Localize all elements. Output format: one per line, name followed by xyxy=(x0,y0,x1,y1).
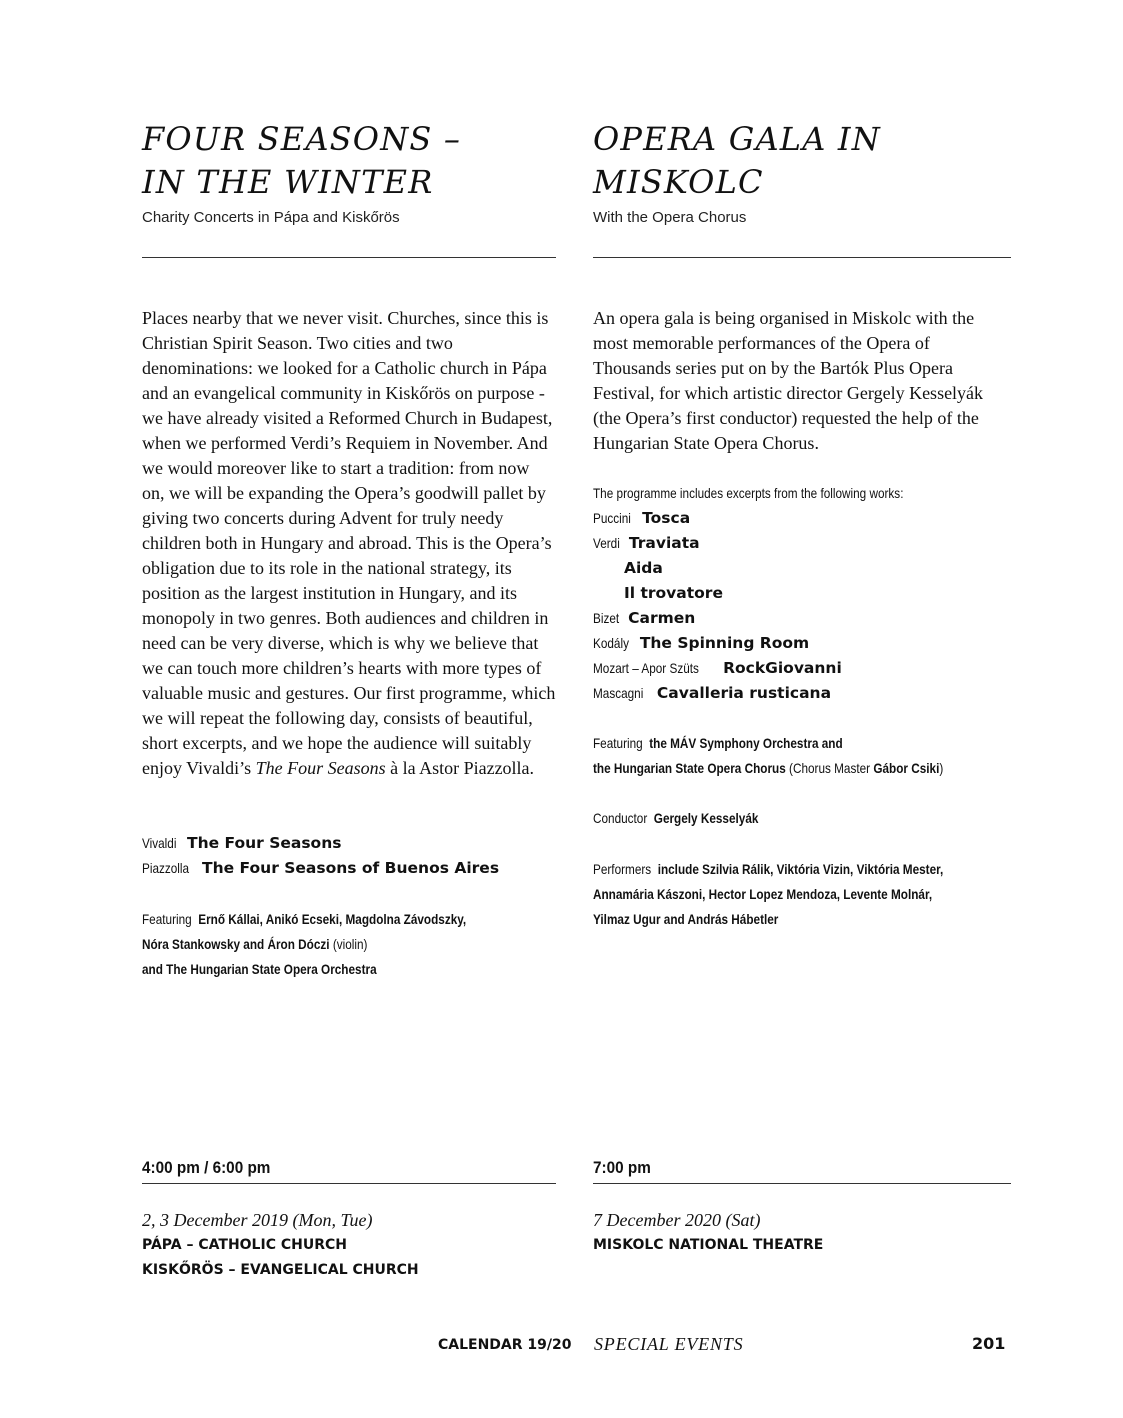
page-number: 201 xyxy=(972,1334,1006,1353)
list-item: Bizet Carmen xyxy=(593,609,696,627)
right-event-venue xyxy=(593,1233,1011,1258)
left-event-venue xyxy=(142,1233,556,1283)
right-event-title xyxy=(593,118,1011,204)
right-event-subtitle: With the Opera Chorus xyxy=(593,209,747,226)
left-event-description xyxy=(142,306,556,781)
left-title-line-1: FOUR SEASONS – xyxy=(142,120,462,158)
list-item: Mascagni Cavalleria rusticana xyxy=(593,684,832,702)
right-programme xyxy=(593,481,1011,706)
right-venue-line-1: MISKOLC NATIONAL THEATRE xyxy=(593,1237,824,1253)
left-description-part-1: Places nearby that we never visit. Churches, since this is Christian Spirit Season. Two cities and two denominations: we looked for a Catholic church in Pápa and an evangelical community in Kiskőrös on purpose - we have already visited a Reformed Church in Budapest, when we performed Verdi’s Requiem in November. And we would moreover like to start a tradition: from now on, we will be expanding the Opera’s goodwill pallet by giving two concerts during Advent for truly needy children both in Hungary and abroad. This is the Opera’s obligation due to its role in the national strategy, its position as the largest institution in Hungary, and its monopoly in two genres. Both audiences and children in need can be very diverse, which is why we believe that we can touch more children’s hearts with more types of valuable music and gestures. Our first programme, which we will repeat the following day, consists of beautiful, short excerpts, and we hope the audience will suitably enjoy Vivaldi’s xyxy=(142,308,556,778)
programme-intro: The programme includes excerpts from the following works: xyxy=(593,485,904,501)
right-event-description: An opera gala is being organised in Miskolc with the most memorable performances of the Opera of Thousands series put on by the Bartók Plus Opera Festival, for which artistic director Gergely Kesselyák (the Opera’s first conductor) requested the help of the Hungarian State Opera Chorus. xyxy=(593,308,984,453)
list-item: Piazzolla The Four Seasons of Buenos Aires xyxy=(142,859,500,877)
left-event-date: 2, 3 December 2019 (Mon, Tue) xyxy=(142,1210,373,1230)
left-venue-line-1: PÁPA – CATHOLIC CHURCH xyxy=(142,1237,347,1253)
left-event-time: 4:00 pm / 6:00 pm xyxy=(142,1158,271,1177)
right-featuring-line-2: the Hungarian State Opera Chorus (Chorus Master Gábor Csiki) xyxy=(593,760,944,776)
right-event-date: 7 December 2020 (Sat) xyxy=(593,1210,761,1230)
right-time-divider xyxy=(593,1183,1011,1184)
left-featuring-line-2: Nóra Stankowsky and Áron Dóczi (violin) xyxy=(142,936,368,952)
list-item: Il trovatore xyxy=(624,584,723,602)
right-conductor: Conductor Gergely Kesselyák xyxy=(593,810,759,826)
list-item: Puccini Tosca xyxy=(593,509,691,527)
left-title-line-2: IN THE WINTER xyxy=(142,163,434,201)
footer-section: SPECIAL EVENTS xyxy=(594,1334,744,1354)
left-time-divider xyxy=(142,1183,556,1184)
left-title-divider xyxy=(142,257,556,258)
list-item: Kodály The Spinning Room xyxy=(593,634,810,652)
performers-line-3: Yilmaz Ugur and András Hábetler xyxy=(593,911,779,927)
left-description-part-2: à la Astor Piazzolla. xyxy=(385,758,535,778)
footer-calendar: CALENDAR 19/20 xyxy=(438,1337,572,1353)
performers-line-2: Annamária Kászoni, Hector Lopez Mendoza, Levente Molnár, xyxy=(593,886,933,902)
performers-line-1: Performers include Szilvia Rálik, Viktória Vizin, Viktória Mester, xyxy=(593,861,944,877)
right-title-line-2: MISKOLC xyxy=(593,163,764,201)
left-event-title xyxy=(142,118,556,204)
left-featuring xyxy=(142,907,556,982)
right-featuring-line-1: Featuring the MÁV Symphony Orchestra and xyxy=(593,735,843,751)
list-item: Mozart – Apor Szüts RockGiovanni xyxy=(593,659,842,677)
right-featuring xyxy=(593,731,1011,781)
left-description-italic-title: The Four Seasons xyxy=(255,758,386,778)
left-event-subtitle: Charity Concerts in Pápa and Kiskőrös xyxy=(142,209,400,226)
left-works-list xyxy=(142,831,556,881)
right-title-divider xyxy=(593,257,1011,258)
right-performers xyxy=(593,857,1011,932)
list-item: Verdi Traviata xyxy=(593,534,700,552)
list-item: Aida xyxy=(624,559,663,577)
left-featuring-line-1: Featuring Ernő Kállai, Anikó Ecseki, Magdolna Závodszky, xyxy=(142,911,467,927)
list-item: Vivaldi The Four Seasons xyxy=(142,834,342,852)
right-event-time: 7:00 pm xyxy=(593,1158,651,1177)
left-venue-line-2: KISKŐRÖS – EVANGELICAL CHURCH xyxy=(142,1262,419,1278)
right-title-line-1: OPERA GALA IN xyxy=(593,120,881,158)
left-featuring-line-3: and The Hungarian State Opera Orchestra xyxy=(142,961,377,977)
